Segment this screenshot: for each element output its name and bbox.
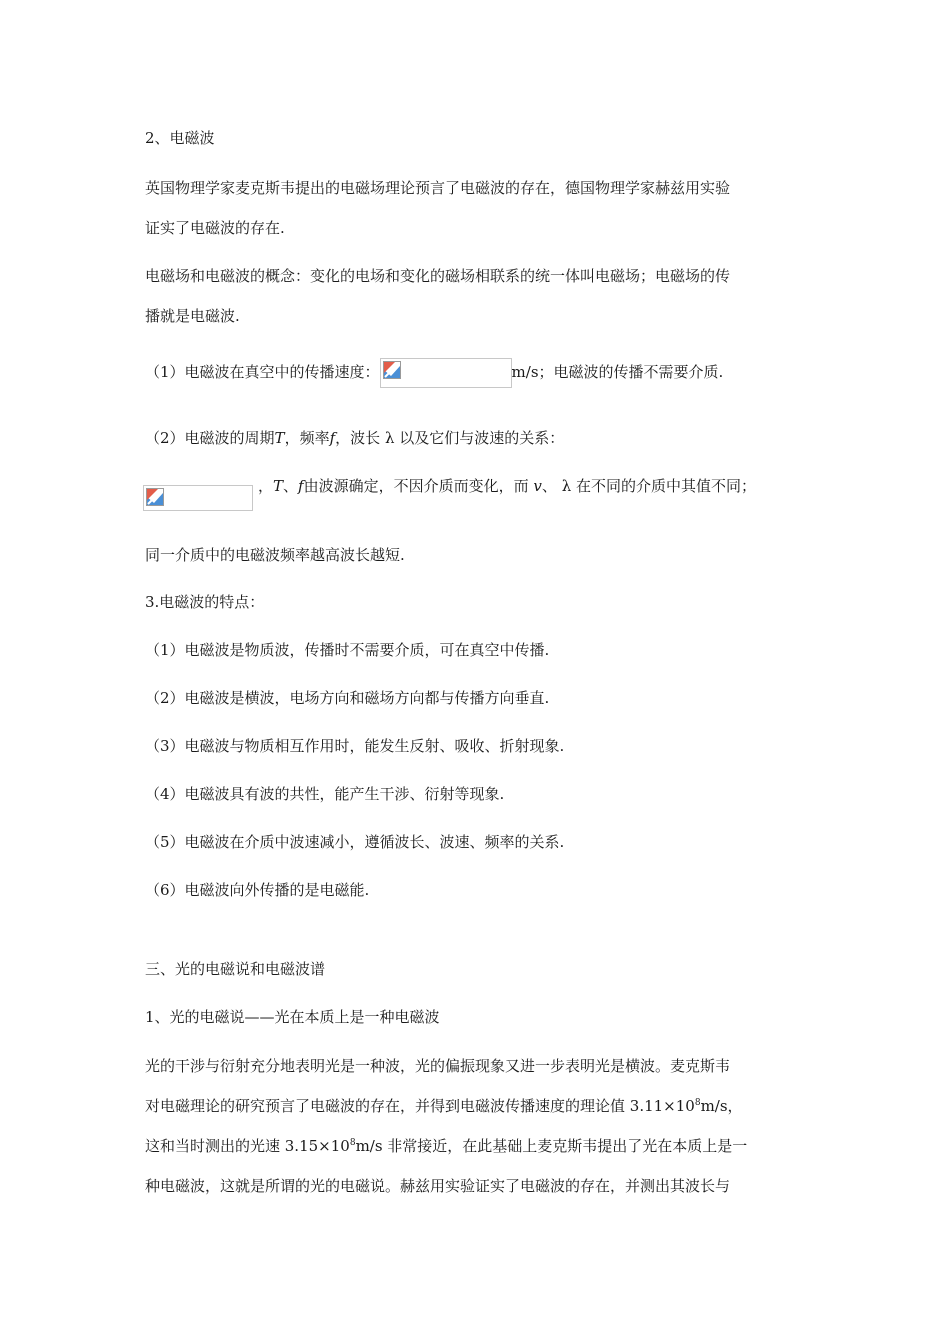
symbol-f: f bbox=[329, 429, 336, 447]
formula-image-placeholder bbox=[143, 485, 253, 511]
feature-item: （3）电磁波与物质相互作用时，能发生反射、吸收、折射现象. bbox=[145, 737, 565, 755]
item-text: m/s；电磁波的传播不需要介质. bbox=[511, 363, 724, 381]
heading-electromagnetic-wave: 2、电磁波 bbox=[145, 129, 215, 147]
item-text: ，波长 bbox=[335, 429, 381, 447]
symbol-T: T bbox=[274, 429, 285, 447]
item-text: ，频率 bbox=[284, 429, 330, 447]
paragraph-line: 同一介质中的电磁波频率越高波长越短. bbox=[145, 546, 405, 564]
feature-item: （1）电磁波是物质波，传播时不需要介质，可在真空中传播. bbox=[145, 641, 550, 659]
paragraph-line: 种电磁波，这就是所谓的光的电磁说。赫兹用实验证实了电磁波的存在，并测出其波长与 bbox=[145, 1177, 731, 1195]
feature-item: （6）电磁波向外传播的是电磁能. bbox=[145, 881, 370, 899]
section-heading: 三、光的电磁说和电磁波谱 bbox=[145, 960, 326, 978]
broken-image-icon bbox=[383, 361, 401, 379]
list-item bbox=[145, 358, 723, 388]
heading-features: 3.电磁波的特点： bbox=[145, 593, 265, 611]
paragraph-line: 电磁场和电磁波的概念：变化的电场和变化的磁场相联系的统一体叫电磁场；电磁场的传 bbox=[145, 267, 731, 285]
feature-item: （5）电磁波在介质中波速减小，遵循波长、波速、频率的关系. bbox=[145, 833, 565, 851]
paragraph-line: 英国物理学家麦克斯韦提出的电磁场理论预言了电磁波的存在，德国物理学家赫兹用实验 bbox=[145, 179, 731, 197]
broken-image-placeholder bbox=[380, 358, 512, 388]
paragraph-line: 播就是电磁波. bbox=[145, 307, 240, 325]
feature-item: （2）电磁波是横波，电场方向和磁场方向都与传播方向垂直. bbox=[145, 689, 550, 707]
item-text: （2）电磁波的周期 bbox=[145, 429, 275, 447]
item-text: 以及它们与波速的关系： bbox=[399, 429, 565, 447]
paragraph-line: 光的干涉与衍射充分地表明光是一种波，光的偏振现象又进一步表明光是横波。麦克斯韦 bbox=[145, 1057, 731, 1075]
feature-item: （4）电磁波具有波的共性，能产生干涉、衍射等现象. bbox=[145, 785, 505, 803]
formula-description: ，T、f由波源确定，不因介质而变化，而 v、 λ 在不同的介质中其值不同； bbox=[258, 477, 756, 495]
symbol-f: f bbox=[298, 477, 304, 495]
paragraph-line: 证实了电磁波的存在. bbox=[145, 219, 285, 237]
sub-heading: 1、光的电磁说——光在本质上是一种电磁波 bbox=[145, 1008, 440, 1026]
symbol-lambda: λ bbox=[561, 477, 572, 495]
broken-image-icon bbox=[146, 488, 164, 506]
list-item bbox=[145, 428, 564, 448]
paragraph-line: 对电磁理论的研究预言了电磁波的存在，并得到电磁波传播速度的理论值 $3.11\times 10^8m/s$， bbox=[145, 1097, 743, 1115]
symbol-v: v bbox=[533, 477, 542, 495]
symbol-lambda: λ bbox=[384, 429, 395, 447]
item-text: （1）电磁波在真空中的传播速度： bbox=[145, 363, 380, 381]
symbol-T: T bbox=[273, 477, 284, 495]
paragraph-line: 这和当时测出的光速 $3.15\times 10^8m/s$ 非常接近，在此基础上麦克斯韦提出了光在本质上是一 bbox=[145, 1137, 748, 1155]
